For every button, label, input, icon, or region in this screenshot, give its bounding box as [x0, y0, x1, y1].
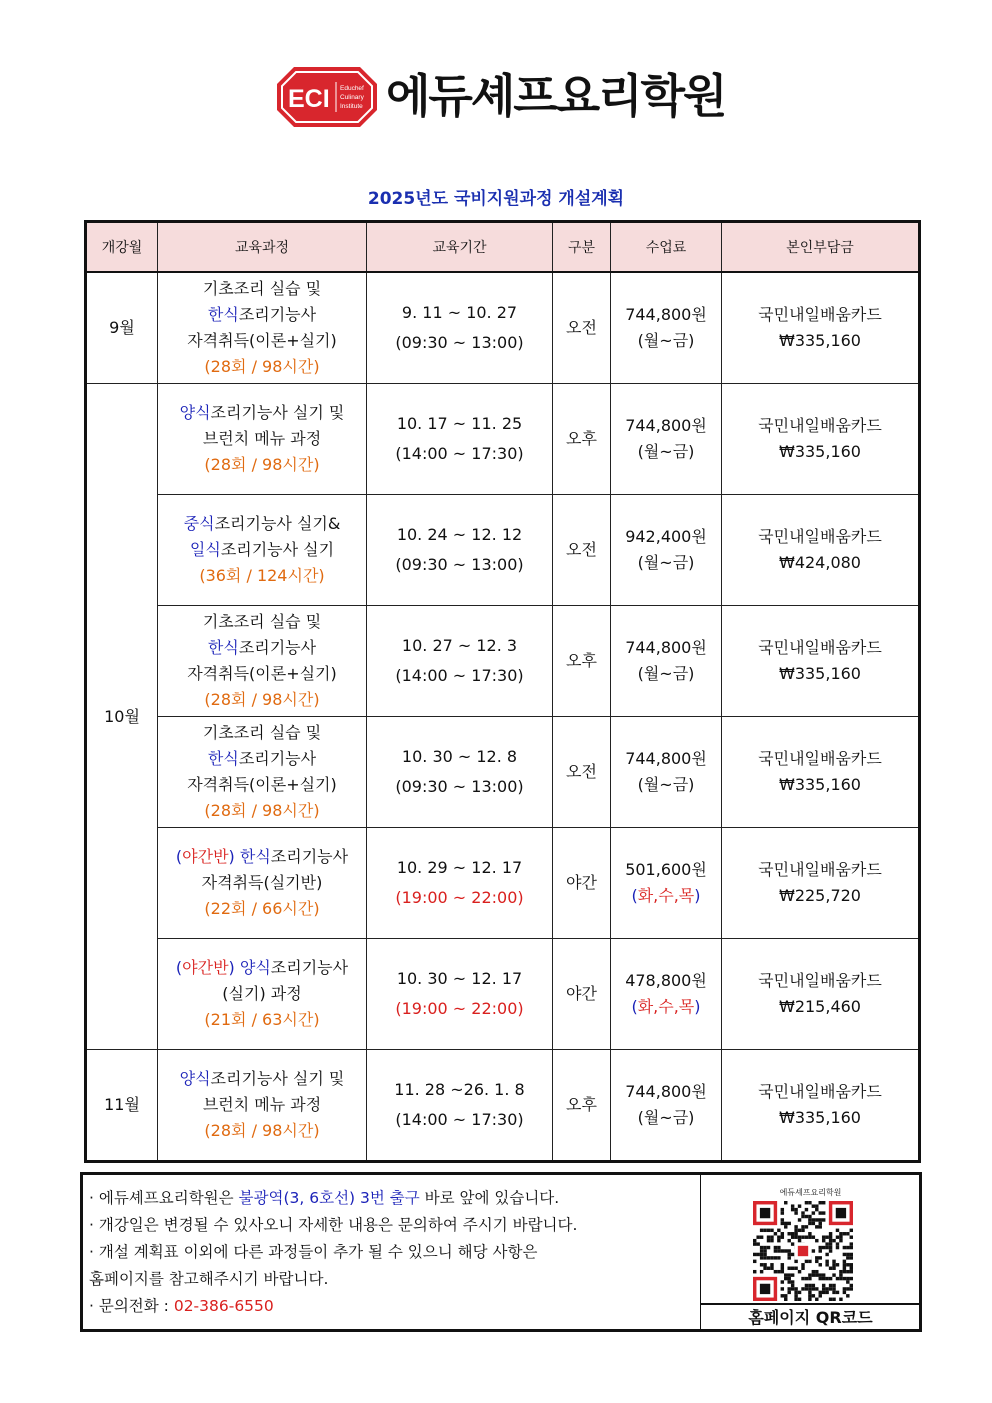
- course-line-text: 양식: [239, 958, 271, 977]
- course-line-text: (28회 / 98시간): [204, 690, 320, 709]
- course-cell: [158, 828, 367, 939]
- self-pay-cell: [722, 717, 920, 828]
- course-line-text: 한식: [207, 305, 239, 324]
- tuition-line: [611, 661, 721, 687]
- course-line-text: (28회 / 98시간): [204, 357, 320, 376]
- period-cell: [367, 384, 553, 495]
- tuition-line-text: 화,수,목: [637, 886, 695, 905]
- self-pay-line-text: ₩335,160: [779, 442, 861, 461]
- tuition-line: [611, 968, 721, 994]
- self-pay-cell: [722, 272, 920, 384]
- course-line: [158, 563, 366, 589]
- header-self-pay: 본인부담금: [722, 222, 920, 273]
- tuition-line-text: (: [631, 886, 638, 905]
- period-line-text: 10. 17 ~ 11. 25: [396, 414, 523, 433]
- period-cell: [367, 495, 553, 606]
- course-line-text: 조리기능사 실기: [220, 540, 335, 559]
- self-pay-line: [722, 413, 918, 439]
- self-pay-line-text: 국민내일배움카드: [758, 638, 882, 657]
- course-line: [158, 746, 366, 772]
- course-line-text: (28회 / 98시간): [204, 801, 320, 820]
- self-pay-cell: [722, 384, 920, 495]
- course-cell: [158, 1050, 367, 1162]
- self-pay-line-text: ₩335,160: [779, 775, 861, 794]
- tuition-line-text: (월~금): [637, 664, 695, 683]
- tuition-line: [611, 524, 721, 550]
- period-line: [367, 883, 552, 913]
- course-line: [158, 955, 366, 981]
- course-line-text: 야간반: [182, 958, 229, 977]
- period-line-text: (09:30 ~ 13:00): [395, 777, 524, 796]
- course-line: [158, 276, 366, 302]
- tuition-line-text: 744,800원: [625, 749, 707, 768]
- notice-item: [89, 1185, 699, 1212]
- course-line-text: (36회 / 124시간): [199, 566, 325, 585]
- course-cell: [158, 384, 367, 495]
- period-line: [367, 772, 552, 802]
- session-kind-cell: 오후: [553, 384, 611, 495]
- course-line: [158, 452, 366, 478]
- notice-text: · 개강일은 변경될 수 있사오니 자세한 내용은 문의하여 주시기 바랍니다.: [89, 1216, 578, 1234]
- course-line-text: (28회 / 98시간): [204, 1121, 320, 1140]
- tuition-line-text: (월~금): [637, 1108, 695, 1127]
- eci-logo-badge: [276, 66, 378, 128]
- course-line-text: 브런치 메뉴 과정: [202, 429, 322, 448]
- course-line-text: 조리기능사 실기 및: [210, 403, 345, 422]
- period-line: [367, 631, 552, 661]
- period-line-text: (19:00 ~ 22:00): [395, 888, 524, 907]
- course-line-text: 자격취득(이론+실기): [187, 331, 337, 350]
- logo-sub-3: Institute: [340, 103, 363, 110]
- course-line-text: 기초조리 실습 및: [202, 723, 322, 742]
- course-line: [158, 400, 366, 426]
- period-line-text: (14:00 ~ 17:30): [395, 444, 524, 463]
- course-cell: [158, 939, 367, 1050]
- tuition-line: [611, 635, 721, 661]
- period-line-text: 10. 27 ~ 12. 3: [401, 636, 518, 655]
- period-cell: [367, 828, 553, 939]
- notice-text: 바로 앞에 있습니다.: [419, 1189, 560, 1207]
- table-row: [86, 717, 920, 828]
- qr-caption: 에듀셰프요리학원: [779, 1188, 842, 1197]
- tuition-cell: [611, 384, 722, 495]
- self-pay-line-text: 국민내일배움카드: [758, 1082, 882, 1101]
- course-line: [158, 896, 366, 922]
- self-pay-line-text: ₩335,160: [779, 664, 861, 683]
- tuition-line: [611, 550, 721, 576]
- course-line: [158, 609, 366, 635]
- period-line-text: 10. 29 ~ 12. 17: [396, 858, 523, 877]
- tuition-cell: [611, 606, 722, 717]
- self-pay-line-text: 국민내일배움카드: [758, 971, 882, 990]
- tuition-line-text: 744,800원: [625, 416, 707, 435]
- period-line-text: (09:30 ~ 13:00): [395, 555, 524, 574]
- self-pay-cell: [722, 939, 920, 1050]
- self-pay-cell: [722, 495, 920, 606]
- page-title: 2025년도 국비지원과정 개설계획: [367, 189, 625, 209]
- self-pay-line: [722, 857, 918, 883]
- course-line: [158, 720, 366, 746]
- session-kind-cell: 야간: [553, 828, 611, 939]
- tuition-line-text: 화,수,목: [637, 997, 695, 1016]
- notice-text: · 문의전화 :: [89, 1297, 174, 1315]
- tuition-line: [611, 857, 721, 883]
- self-pay-line: [722, 994, 918, 1020]
- self-pay-line-text: 국민내일배움카드: [758, 416, 882, 435]
- tuition-cell: [611, 828, 722, 939]
- notice-list: [89, 1185, 699, 1320]
- period-line-text: 10. 24 ~ 12. 12: [396, 525, 523, 544]
- table-header-row: [86, 222, 920, 273]
- header-month: 개강월: [86, 222, 158, 273]
- course-line-text: 조리기능사: [238, 749, 317, 768]
- course-cell: [158, 717, 367, 828]
- course-line: [158, 1118, 366, 1144]
- course-line: [158, 537, 366, 563]
- period-line: [367, 853, 552, 883]
- course-line: [158, 635, 366, 661]
- course-line: [158, 687, 366, 713]
- course-line-text: 조리기능사 실기 및: [210, 1069, 345, 1088]
- period-line: [367, 409, 552, 439]
- course-line-text: 브런치 메뉴 과정: [202, 1095, 322, 1114]
- table-row: [86, 1050, 920, 1162]
- course-line-text: 기초조리 실습 및: [202, 279, 322, 298]
- self-pay-cell: [722, 606, 920, 717]
- period-line-text: 11. 28 ~26. 1. 8: [394, 1080, 525, 1099]
- course-line: [158, 844, 366, 870]
- tuition-cell: [611, 1050, 722, 1162]
- self-pay-line: [722, 968, 918, 994]
- self-pay-cell: [722, 828, 920, 939]
- period-line: [367, 298, 552, 328]
- tuition-line-text: 942,400원: [625, 527, 707, 546]
- notice-item: [89, 1293, 699, 1320]
- course-line-text: 조리기능사: [270, 958, 349, 977]
- tuition-cell: [611, 717, 722, 828]
- notice-text: 불광역(3, 6호선) 3번 출구: [238, 1189, 420, 1207]
- course-line-text: 한식: [239, 847, 271, 866]
- course-line-text: 중식: [183, 514, 215, 533]
- table-row: [86, 384, 920, 495]
- course-line-text: 자격취득(이론+실기): [187, 775, 337, 794]
- logo-sub-1: Educhef: [340, 85, 364, 92]
- qr-label: 홈페이지 QR코드: [701, 1303, 920, 1331]
- course-line-text: 자격취득(실기반): [201, 873, 323, 892]
- period-line-text: 9. 11 ~ 10. 27: [401, 303, 518, 322]
- period-cell: [367, 272, 553, 384]
- self-pay-line: [722, 1079, 918, 1105]
- tuition-line: [611, 772, 721, 798]
- course-line-text: 양식: [179, 1069, 211, 1088]
- course-line-text: 한식: [207, 749, 239, 768]
- tuition-line: [611, 1079, 721, 1105]
- period-line: [367, 550, 552, 580]
- month-cell: 10월: [86, 384, 158, 1050]
- period-line: [367, 1075, 552, 1105]
- course-line-text: (21회 / 63시간): [204, 1010, 320, 1029]
- course-line: [158, 511, 366, 537]
- period-line: [367, 439, 552, 469]
- course-line-text: ): [228, 958, 235, 977]
- course-line: [158, 328, 366, 354]
- period-line-text: (14:00 ~ 17:30): [395, 666, 524, 685]
- logo-sub-2: Culinary: [340, 94, 364, 101]
- period-line-text: 10. 30 ~ 12. 8: [401, 747, 518, 766]
- course-line: [158, 302, 366, 328]
- tuition-line-text: 501,600원: [625, 860, 707, 879]
- period-cell: [367, 1050, 553, 1162]
- notice-text: 홈페이지를 참고해주시기 바랍니다.: [89, 1270, 329, 1288]
- tuition-line-text: 478,800원: [625, 971, 707, 990]
- qr-area: [700, 1175, 920, 1329]
- course-line-text: 한식: [207, 638, 239, 657]
- tuition-line-text: 744,800원: [625, 305, 707, 324]
- header-fee: 수업료: [611, 222, 722, 273]
- self-pay-line: [722, 746, 918, 772]
- self-pay-line: [722, 661, 918, 687]
- session-kind-cell: 오전: [553, 272, 611, 384]
- session-kind-cell: 야간: [553, 939, 611, 1050]
- period-line: [367, 994, 552, 1024]
- logo-text: ECI: [288, 85, 330, 113]
- tuition-line: [611, 883, 721, 909]
- period-cell: [367, 717, 553, 828]
- course-line-text: 야간반: [182, 847, 229, 866]
- header: [0, 62, 992, 132]
- course-line-text: (: [175, 958, 183, 977]
- self-pay-cell: [722, 1050, 920, 1162]
- course-line: [158, 981, 366, 1007]
- notice-item: [89, 1212, 699, 1239]
- notice-text: · 개설 계획표 이외에 다른 과정들이 추가 될 수 있으니 해당 사항은: [89, 1243, 538, 1261]
- tuition-line-text: 744,800원: [625, 638, 707, 657]
- course-cell: [158, 495, 367, 606]
- notice-item: [89, 1266, 699, 1293]
- homepage-qr-code[interactable]: [753, 1201, 853, 1301]
- month-cell: 11월: [86, 1050, 158, 1162]
- tuition-cell: [611, 272, 722, 384]
- notice-item: [89, 1239, 699, 1266]
- self-pay-line-text: 국민내일배움카드: [758, 860, 882, 879]
- notice-box: [80, 1172, 922, 1332]
- course-line: [158, 354, 366, 380]
- course-cell: [158, 272, 367, 384]
- self-pay-line: [722, 439, 918, 465]
- tuition-line-text: ): [694, 886, 701, 905]
- tuition-line-text: (월~금): [637, 775, 695, 794]
- period-cell: [367, 939, 553, 1050]
- tuition-line-text: 744,800원: [625, 1082, 707, 1101]
- tuition-line-text: (월~금): [637, 553, 695, 572]
- course-line: [158, 870, 366, 896]
- self-pay-line-text: 국민내일배움카드: [758, 305, 882, 324]
- course-line-text: ): [228, 847, 235, 866]
- session-kind-cell: 오전: [553, 495, 611, 606]
- session-kind-cell: 오후: [553, 606, 611, 717]
- course-line-text: 조리기능사: [238, 305, 317, 324]
- self-pay-line-text: ₩215,460: [779, 997, 861, 1016]
- self-pay-line-text: ₩335,160: [779, 331, 861, 350]
- course-line: [158, 798, 366, 824]
- session-kind-cell: 오전: [553, 717, 611, 828]
- table-row: [86, 828, 920, 939]
- period-line: [367, 520, 552, 550]
- course-line-text: (22회 / 66시간): [204, 899, 320, 918]
- tuition-line-text: (: [631, 997, 638, 1016]
- self-pay-line: [722, 772, 918, 798]
- self-pay-line: [722, 550, 918, 576]
- course-line-text: 일식: [189, 540, 221, 559]
- tuition-line: [611, 746, 721, 772]
- tuition-line-text: (월~금): [637, 331, 695, 350]
- self-pay-line: [722, 328, 918, 354]
- period-line: [367, 742, 552, 772]
- course-line: [158, 661, 366, 687]
- period-line: [367, 964, 552, 994]
- tuition-line: [611, 439, 721, 465]
- period-line-text: (09:30 ~ 13:00): [395, 333, 524, 352]
- self-pay-line: [722, 883, 918, 909]
- course-line-text: (28회 / 98시간): [204, 455, 320, 474]
- session-kind-cell: 오후: [553, 1050, 611, 1162]
- course-line-text: 자격취득(이론+실기): [187, 664, 337, 683]
- period-line-text: (14:00 ~ 17:30): [395, 1110, 524, 1129]
- tuition-line: [611, 328, 721, 354]
- table-row: [86, 495, 920, 606]
- table-row: [86, 606, 920, 717]
- course-line-text: 기초조리 실습 및: [202, 612, 322, 631]
- header-course: 교육과정: [158, 222, 367, 273]
- self-pay-line-text: 국민내일배움카드: [758, 749, 882, 768]
- self-pay-line: [722, 524, 918, 550]
- notice-text: · 에듀셰프요리학원은: [89, 1189, 239, 1207]
- period-line: [367, 661, 552, 691]
- period-line: [367, 1105, 552, 1135]
- month-cell: 9월: [86, 272, 158, 384]
- period-line: [367, 328, 552, 358]
- tuition-line: [611, 302, 721, 328]
- period-line-text: (19:00 ~ 22:00): [395, 999, 524, 1018]
- self-pay-line-text: ₩335,160: [779, 1108, 861, 1127]
- self-pay-line-text: ₩225,720: [779, 886, 861, 905]
- tuition-cell: [611, 495, 722, 606]
- course-schedule-table: [84, 220, 921, 1163]
- course-line-text: (실기) 과정: [222, 984, 302, 1003]
- table-row: [86, 939, 920, 1050]
- self-pay-line: [722, 302, 918, 328]
- tuition-cell: [611, 939, 722, 1050]
- course-line-text: 양식: [179, 403, 211, 422]
- self-pay-line: [722, 1105, 918, 1131]
- course-line-text: (: [175, 847, 183, 866]
- course-line: [158, 1007, 366, 1033]
- table-row: [86, 272, 920, 384]
- header-kind: 구분: [553, 222, 611, 273]
- course-line: [158, 1092, 366, 1118]
- self-pay-line: [722, 635, 918, 661]
- self-pay-line-text: 국민내일배움카드: [758, 527, 882, 546]
- course-line: [158, 1066, 366, 1092]
- brand-name: 에듀셰프요리학원: [386, 69, 726, 123]
- course-cell: [158, 606, 367, 717]
- notice-text: 02-386-6550: [173, 1297, 274, 1315]
- course-line-text: 조리기능사: [238, 638, 317, 657]
- period-cell: [367, 606, 553, 717]
- header-period: 교육기간: [367, 222, 553, 273]
- tuition-line-text: (월~금): [637, 442, 695, 461]
- course-line-text: 조리기능사 실기&: [214, 514, 341, 533]
- self-pay-line-text: ₩424,080: [779, 553, 861, 572]
- course-line-text: 조리기능사: [270, 847, 349, 866]
- tuition-line: [611, 1105, 721, 1131]
- period-line-text: 10. 30 ~ 12. 17: [396, 969, 523, 988]
- tuition-line: [611, 994, 721, 1020]
- course-line: [158, 772, 366, 798]
- tuition-line: [611, 413, 721, 439]
- tuition-line-text: ): [694, 997, 701, 1016]
- course-line: [158, 426, 366, 452]
